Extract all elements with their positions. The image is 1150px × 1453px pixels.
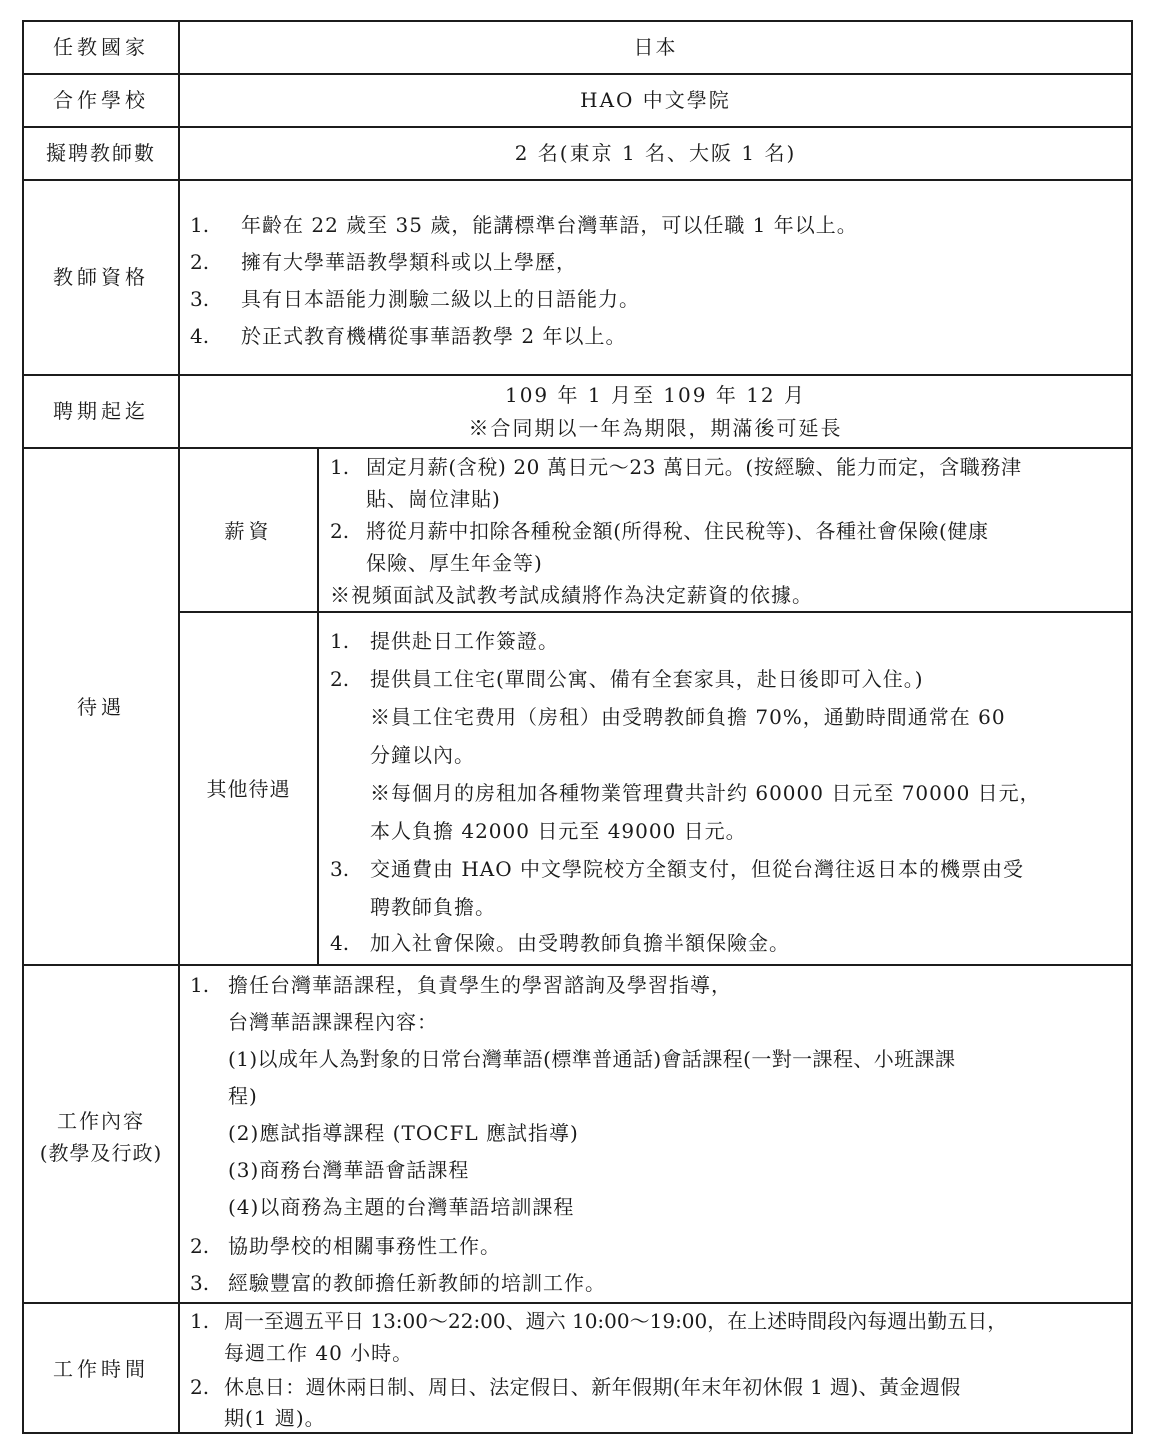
column-border [22,20,24,1434]
item-number: 4. [330,931,350,955]
row-border [22,374,1133,376]
item-text: 具有日本語能力測驗二級以上的日語能力。 [241,287,640,311]
row-border [22,126,1133,128]
item-number: 1. [190,213,210,237]
item-text: 提供員工住宅(單間公寓、備有全套家具，赴日後即可入住。) [370,667,924,691]
course-item: (3)商務台灣華語會話課程 [228,1158,470,1182]
item-text: 提供赴日工作簽證。 [370,629,559,653]
item-number: 4. [190,324,210,348]
item-text-continued: ※員工住宅费用（房租）由受聘教師負擔 70%，通勤時間通常在 60 [370,705,1006,729]
item-number: 1. [330,455,350,479]
item-number: 2. [330,667,350,691]
positions-value: 2 名(東京 1 名、大阪 1 名) [514,141,797,165]
period-dates: 109 年 1 月至 109 年 12 月 [504,383,807,407]
item-number: 3. [330,857,350,881]
row-border [22,1432,1133,1434]
item-text: 於正式教育機構從事華語教學 2 年以上。 [241,324,627,348]
column-border [178,20,180,1434]
item-number: 2. [190,250,210,274]
item-text-continued: 期(1 週)。 [224,1406,326,1430]
item-number: 3. [190,287,210,311]
salary-label: 薪資 [224,519,273,543]
item-number: 1. [330,629,350,653]
course-item: (4)以商務為主題的台灣華語培訓課程 [228,1195,575,1219]
salary-note: ※視頻面試及試教考試成績將作為決定薪資的依據。 [330,583,813,607]
item-text-continued: 聘教師負擔。 [370,895,496,919]
course-item: (2)應試指導課程 (TOCFL 應試指導) [228,1121,579,1145]
item-number: 2. [190,1375,210,1399]
item-text-continued: 保險、厚生年金等) [366,551,543,575]
row-border [22,73,1133,75]
positions-label: 擬聘教師數 [46,141,156,165]
duties-label-sub: (教學及行政) [39,1141,163,1165]
treatment-label: 待遇 [77,695,125,719]
item-text: 休息日：週休兩日制、周日、法定假日、新年假期(年末年初休假 1 週)、黃金週假 [224,1375,961,1399]
item-text: 固定月薪(含稅) 20 萬日元～23 萬日元。(按經驗、能力而定，含職務津 [366,455,1022,479]
row-border [22,179,1133,181]
item-text-continued: 貼、崗位津貼) [366,487,501,511]
country-label: 任教國家 [53,35,149,59]
country-value: 日本 [633,35,678,59]
item-text: 協助學校的相關事務性工作。 [228,1234,501,1258]
item-text-continued: 分鐘以內。 [370,743,475,767]
item-text: 將從月薪中扣除各種稅金額(所得稅、住民稅等)、各種社會保險(健康 [366,519,989,543]
other-treatment-label: 其他待遇 [206,777,291,801]
item-text-continued: 本人負擔 42000 日元至 49000 日元。 [370,819,747,843]
row-border [22,1302,1133,1304]
column-border [317,447,319,966]
item-number: 1. [190,1309,210,1333]
item-number: 3. [190,1271,210,1295]
item-text: 擁有大學華語教學類科或以上學歷， [241,250,577,274]
hours-label: 工作時間 [53,1357,149,1381]
item-text: 擔任台灣華語課程，負責學生的學習諮詢及學習指導， [228,973,732,997]
item-text: 周一至週五平日 13:00～22:00、週六 10:00～19:00，在上述時間段內每週出勤五日， [224,1309,1008,1333]
course-item-continued: 程) [228,1084,258,1108]
item-text: 經驗豐富的教師擔任新教師的培訓工作。 [228,1271,606,1295]
row-border [22,20,1133,22]
item-number: 2. [190,1234,210,1258]
item-text-continued: 台灣華語課課程內容： [228,1010,438,1034]
column-border [1131,20,1133,1434]
period-note: ※合同期以一年為期限，期滿後可延長 [468,416,843,440]
course-item: (1)以成年人為對象的日常台灣華語(標準普通話)會話課程(一對一課程、小班課課 [228,1047,956,1071]
school-label: 合作學校 [53,88,149,112]
row-border [22,447,1133,449]
item-number: 1. [190,973,210,997]
item-text: 交通費由 HAO 中文學院校方全額支付，但從台灣往返日本的機票由受 [370,857,1024,881]
qualifications-label: 教師資格 [53,265,149,289]
duties-label: 工作內容 [57,1109,145,1133]
item-text: 年齡在 22 歲至 35 歲，能講標準台灣華語，可以任職 1 年以上。 [241,213,858,237]
row-border [178,611,1133,613]
item-text: 加入社會保險。由受聘教師負擔半額保險金。 [370,931,790,955]
period-label: 聘期起迄 [53,399,149,423]
item-text-continued: 每週工作 40 小時。 [224,1341,414,1365]
row-border [22,964,1133,966]
school-value: HAO 中文學院 [580,88,731,112]
item-number: 2. [330,519,350,543]
item-text-continued: ※每個月的房租加各種物業管理費共計约 60000 日元至 70000 日元， [370,781,1041,805]
